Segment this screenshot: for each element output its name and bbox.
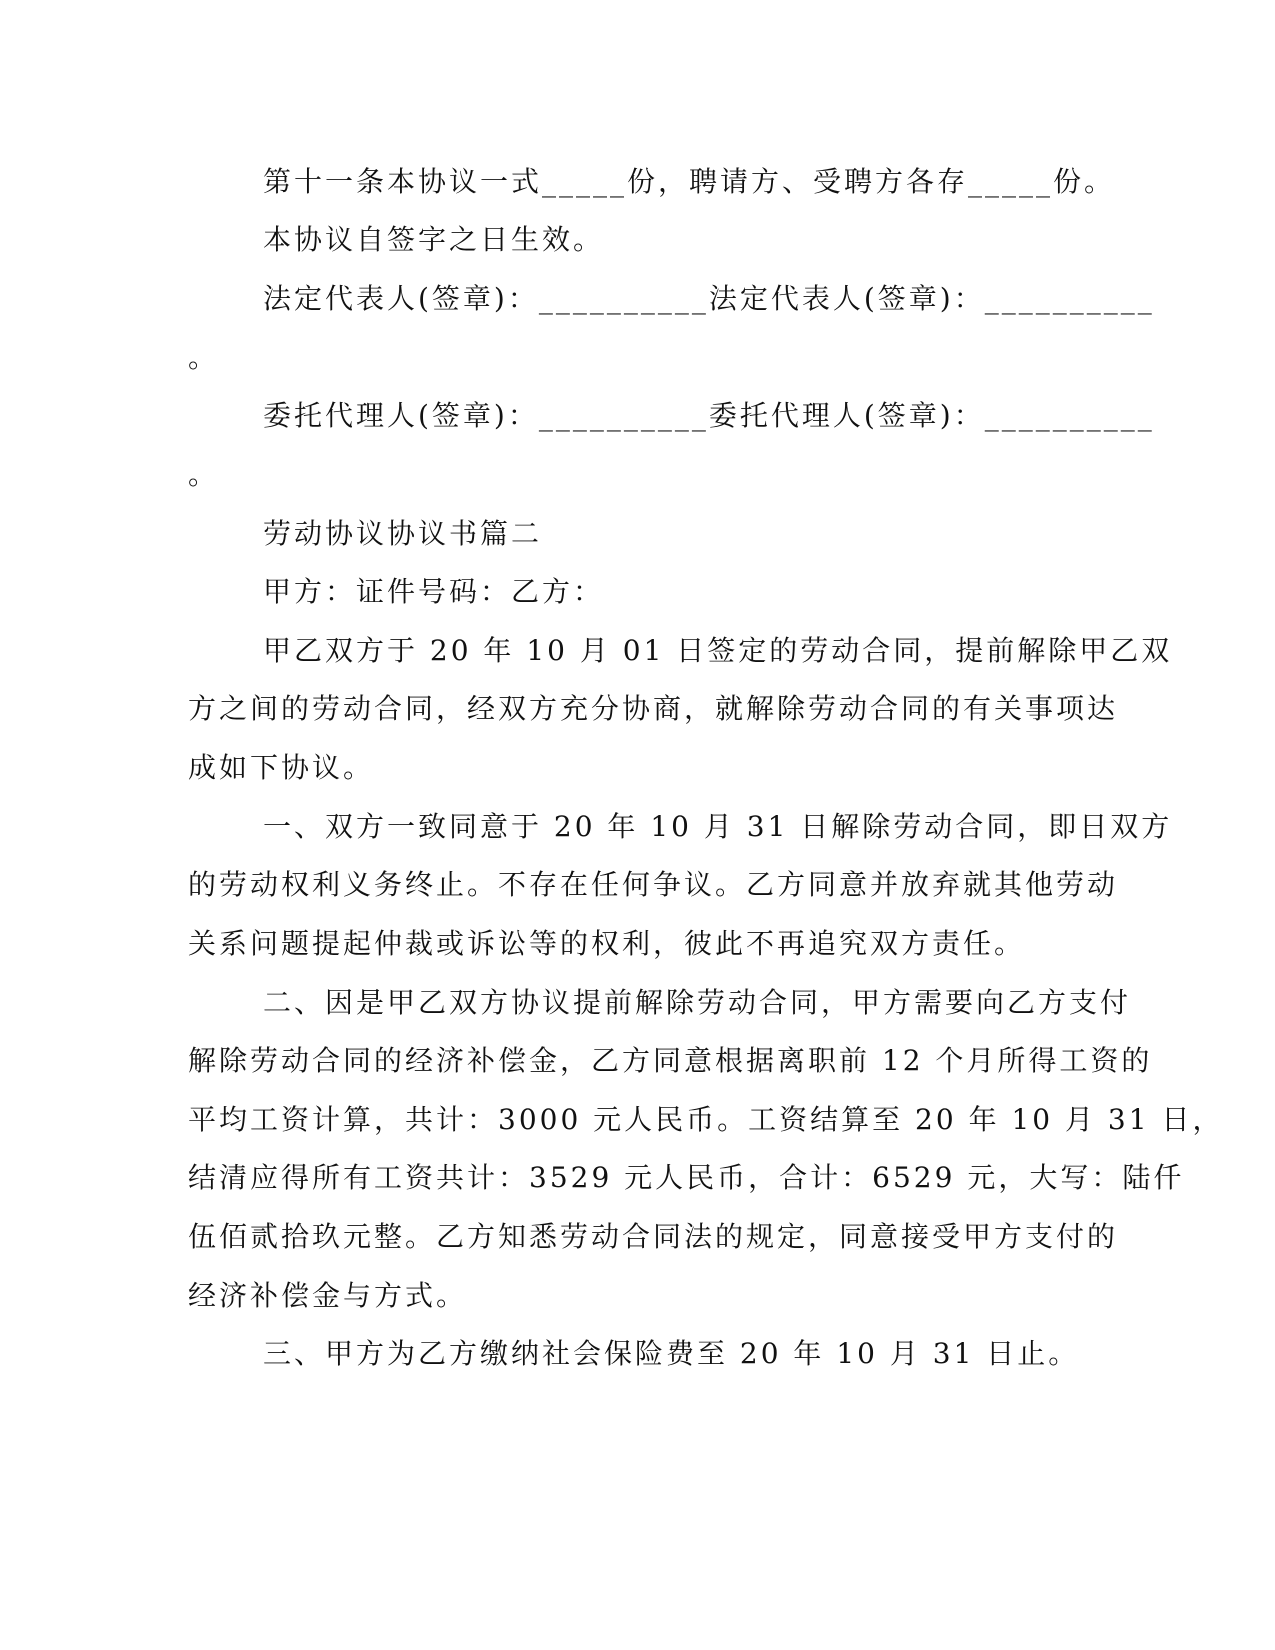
period-mark: 。 bbox=[188, 341, 220, 374]
parties-line: 甲方：证件号码：乙方： bbox=[263, 575, 605, 608]
section-heading: 劳动协议协议书篇二 bbox=[263, 517, 543, 550]
paragraph-line: 结清应得所有工资共计：3529 元人民币，合计：6529 元，大写：陆仟 bbox=[188, 1161, 1185, 1194]
period-mark: 。 bbox=[188, 458, 220, 491]
paragraph-line: 成如下协议。 bbox=[188, 751, 375, 784]
clause-eleven-line: 第十一条本协议一式_____份，聘请方、受聘方各存_____份。 bbox=[263, 165, 1116, 198]
clause-one-line: 一、双方一致同意于 20 年 10 月 31 日解除劳动合同，即日双方 bbox=[263, 810, 1173, 843]
clause-two-line: 二、因是甲乙双方协议提前解除劳动合同，甲方需要向乙方支付 bbox=[263, 986, 1132, 1019]
paragraph-line: 解除劳动合同的经济补偿金，乙方同意根据离职前 12 个月所得工资的 bbox=[188, 1044, 1153, 1077]
paragraph-line: 的劳动权利义务终止。不存在任何争议。乙方同意并放弃就其他劳动 bbox=[188, 868, 1119, 901]
clause-three-line: 三、甲方为乙方缴纳社会保险费至 20 年 10 月 31 日止。 bbox=[263, 1337, 1080, 1370]
paragraph-line: 甲乙双方于 20 年 10 月 01 日签定的劳动合同，提前解除甲乙双 bbox=[263, 634, 1173, 667]
legal-representative-signature-line: 法定代表人(签章)：__________法定代表人(签章)：__________ bbox=[263, 282, 1155, 315]
paragraph-line: 关系问题提起仲裁或诉讼等的权利，彼此不再追究双方责任。 bbox=[188, 927, 1026, 960]
effective-date-line: 本协议自签字之日生效。 bbox=[263, 223, 605, 256]
paragraph-line: 平均工资计算，共计：3000 元人民币。工资结算至 20 年 10 月 31 日， bbox=[188, 1103, 1224, 1136]
agent-signature-line: 委托代理人(签章)：__________委托代理人(签章)：__________ bbox=[263, 399, 1155, 432]
paragraph-line: 经济补偿金与方式。 bbox=[188, 1279, 468, 1312]
paragraph-line: 方之间的劳动合同，经双方充分协商，就解除劳动合同的有关事项达 bbox=[188, 692, 1119, 725]
paragraph-line: 伍佰贰拾玖元整。乙方知悉劳动合同法的规定，同意接受甲方支付的 bbox=[188, 1220, 1119, 1253]
